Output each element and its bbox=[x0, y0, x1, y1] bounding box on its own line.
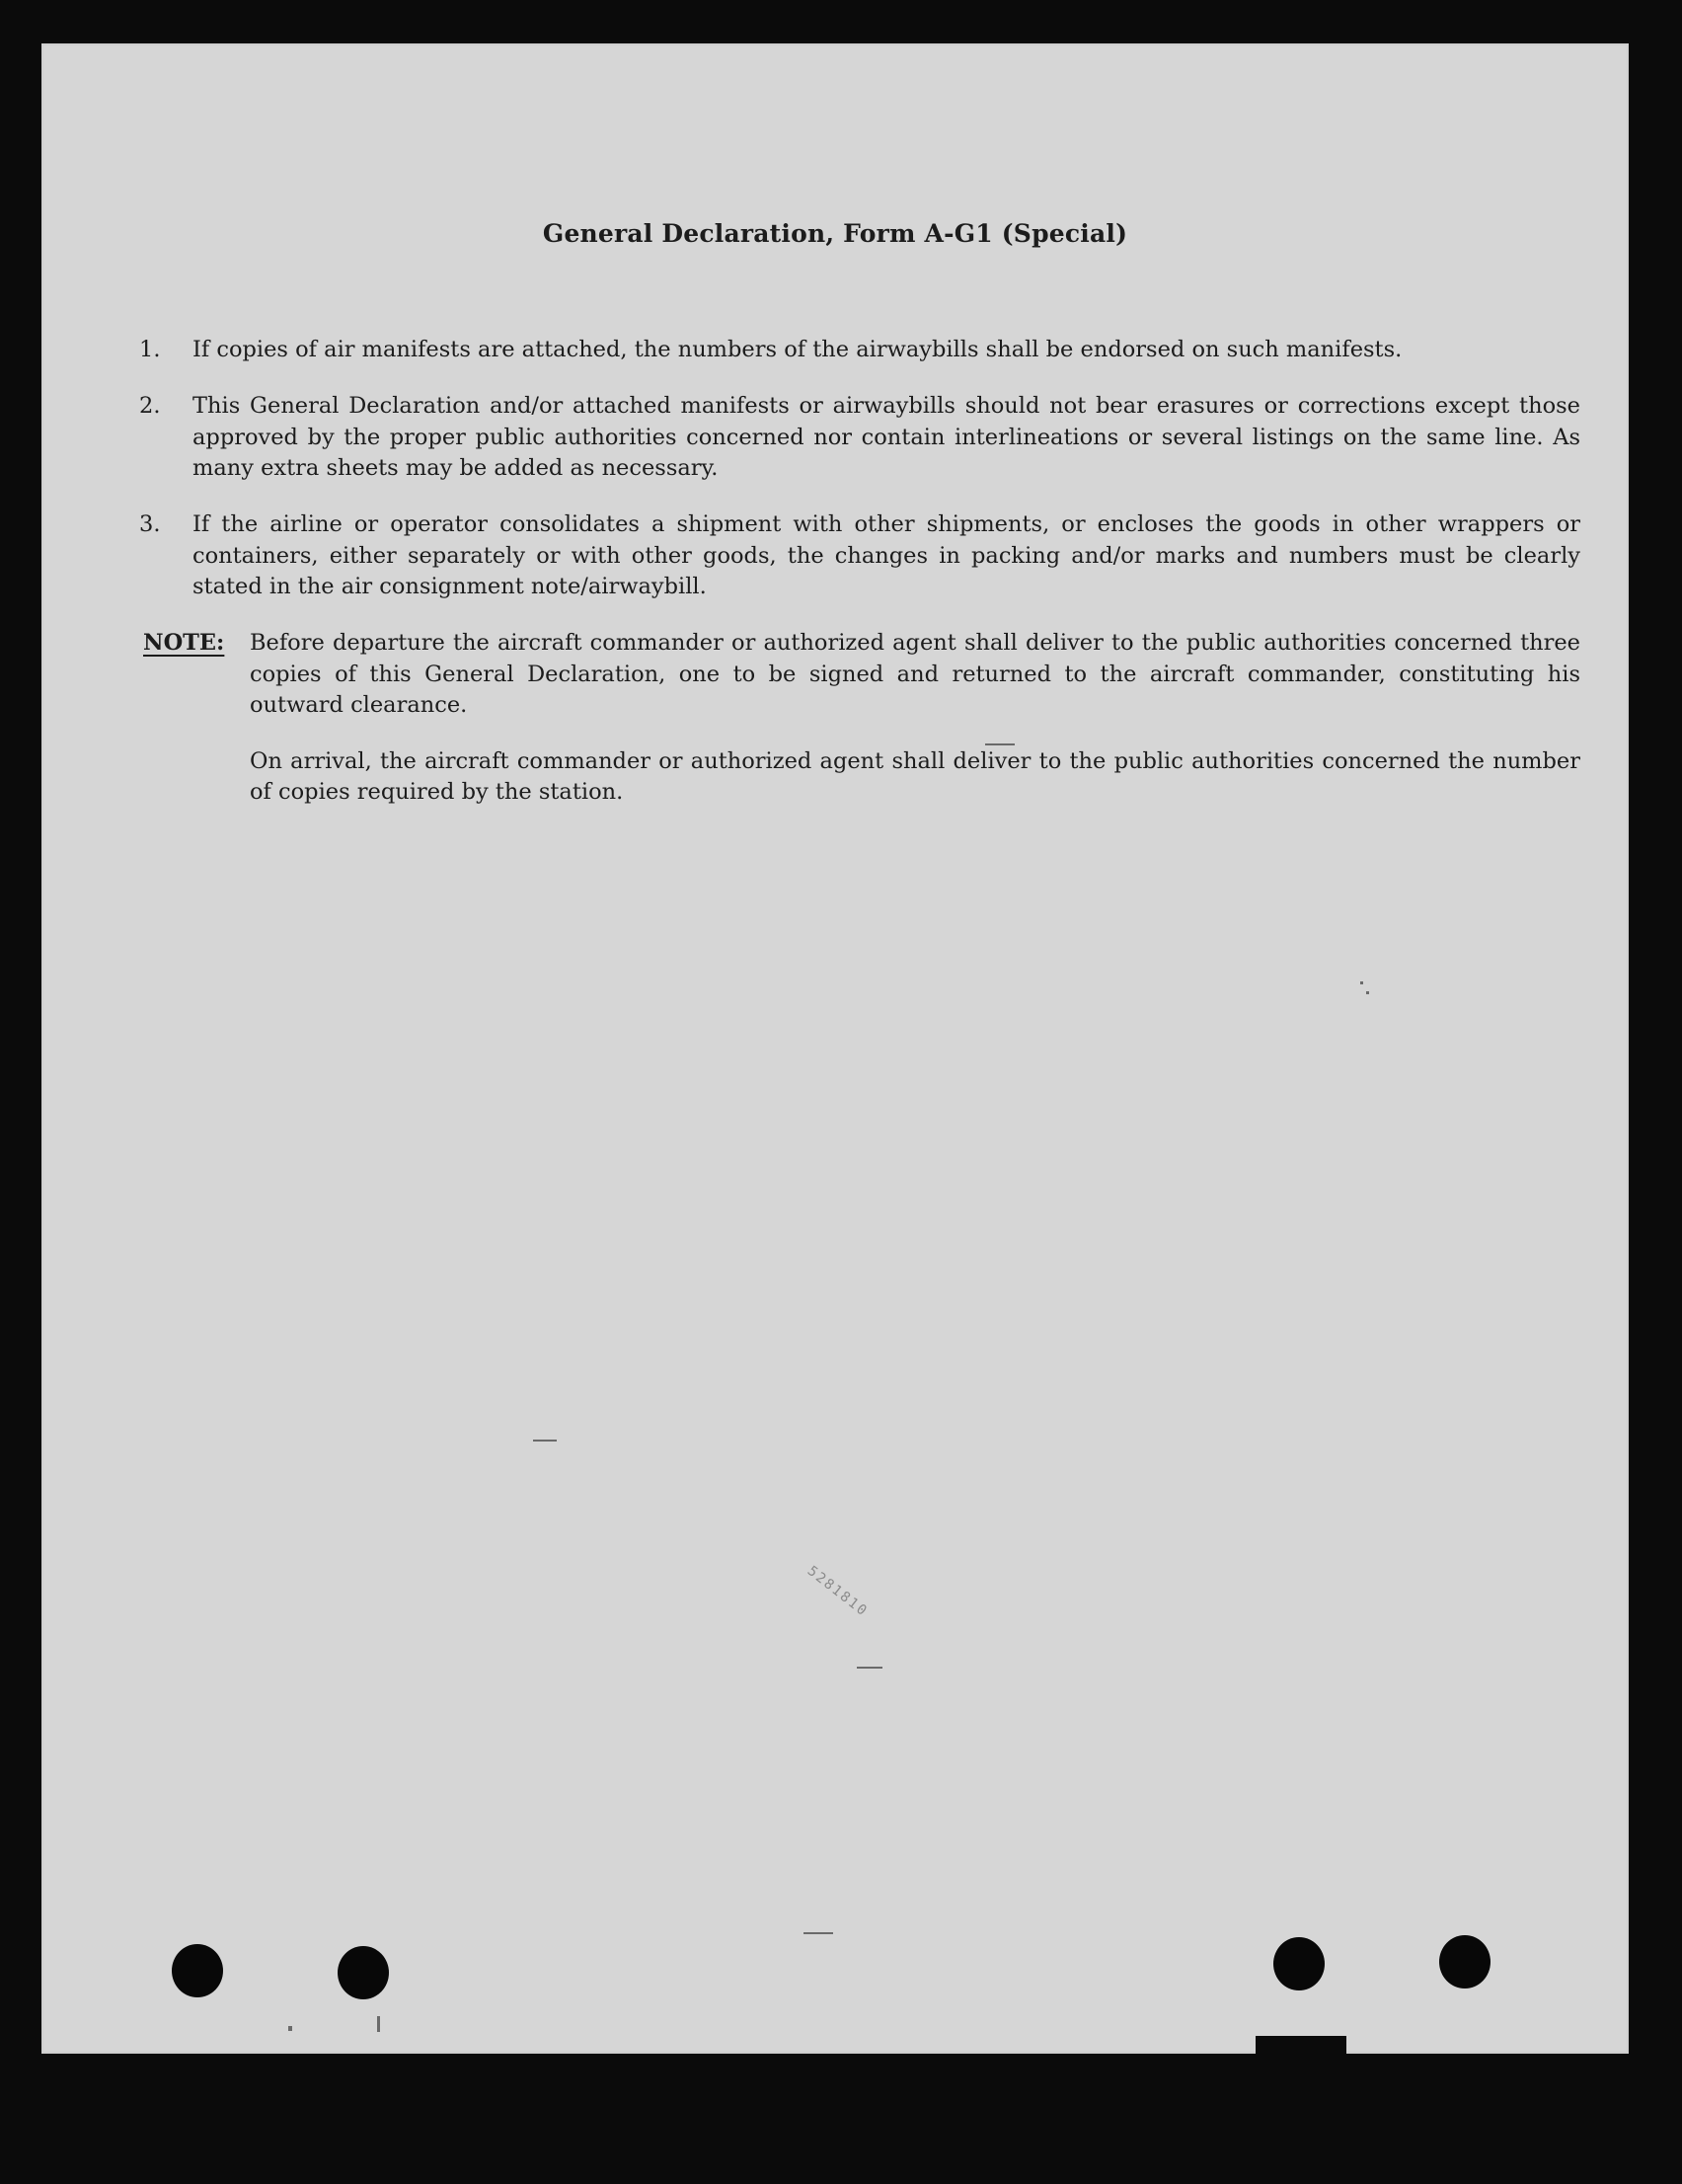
instruction-item-2 bbox=[139, 391, 1580, 485]
item-number: 3. bbox=[139, 511, 161, 537]
note-paragraph-departure: Before departure the aircraft commander or authorized agent shall deliver to the public authorities concerned three copies of this General Declaration, one to be signed and returned to the aircraft commander, constituting his outward clearance. bbox=[250, 630, 1580, 718]
note-paragraph-arrival: On arrival, the aircraft commander or authorized agent shall deliver to the public authorities concerned the number of copies required by the station. bbox=[250, 747, 1580, 805]
item-text: If copies of air manifests are attached, the numbers of the airwaybills shall be endorsed on such manifests. bbox=[192, 337, 1403, 362]
page-edge-tab bbox=[1256, 2036, 1346, 2058]
document-page bbox=[41, 43, 1629, 2054]
scan-speck bbox=[803, 1932, 833, 1934]
instruction-item-3 bbox=[139, 509, 1580, 603]
scan-speck bbox=[288, 2026, 292, 2031]
item-text: If the airline or operator consolidates a shipment with other shipments, or encloses the goods in other wrappers or containers, either separately or with other goods, the changes in packing and/or marks and numbers must be clearly stated in the air consignment note/airwaybill. bbox=[192, 511, 1580, 599]
punch-hole bbox=[338, 1946, 389, 1999]
item-number: 1. bbox=[139, 337, 161, 362]
scan-speck bbox=[857, 1667, 882, 1669]
punch-hole bbox=[1439, 1935, 1491, 1989]
scan-speck bbox=[1366, 991, 1369, 994]
punch-hole bbox=[172, 1944, 223, 1997]
item-number: 2. bbox=[139, 393, 161, 419]
document-title: General Declaration, Form A-G1 (Special) bbox=[542, 219, 1128, 248]
scan-speck bbox=[1360, 981, 1363, 984]
faint-stamp: 5281810 bbox=[803, 1563, 872, 1620]
punch-hole bbox=[1273, 1937, 1325, 1990]
instruction-item-1 bbox=[139, 335, 1580, 366]
note-label: NOTE: bbox=[143, 630, 225, 656]
scan-speck bbox=[377, 2016, 380, 2032]
scan-speck bbox=[985, 743, 1015, 745]
item-text: This General Declaration and/or attached manifests or airwaybills should not bear erasures or corrections except those approved by the proper public authorities concerned nor contain interlineations or several listings on the same line. As many extra sheets may be added as necessary. bbox=[192, 393, 1580, 481]
scan-speck bbox=[533, 1440, 557, 1442]
note-section bbox=[143, 628, 1580, 809]
